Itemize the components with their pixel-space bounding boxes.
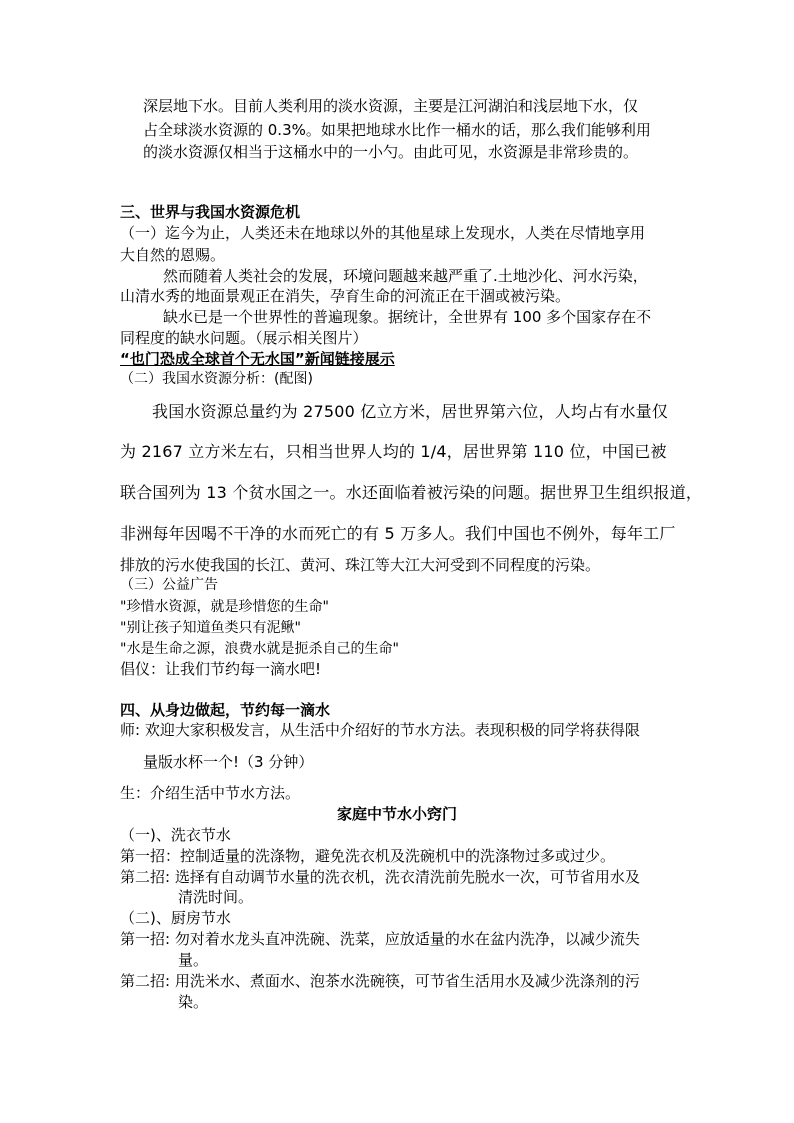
news-link[interactable]: “也门恐成全球首个无水国”新闻链接展示 xyxy=(120,350,395,368)
section3-p3-line-2: 同程度的缺水问题。（展示相关图片） xyxy=(120,329,368,347)
teacher-line-1: 师: 欢迎大家积极发言，从生活中介绍好的节水方法。表现积极的同学将获得限 xyxy=(120,721,640,739)
teacher-line-2: 量版水杯一个!（3 分钟） xyxy=(143,753,314,771)
kitchen-tip-1-line-2: 量。 xyxy=(178,951,209,969)
section3-p1-line-2: 大自然的恩赐。 xyxy=(120,246,226,264)
subsection-3-title: （三）公益广告 xyxy=(120,577,218,593)
laundry-tip-1: 第一招：控制适量的洗涤物，避免洗衣机及洗碗机中的洗涤物过多或过少。 xyxy=(120,847,616,865)
section3-p3-line-1: 缺水已是一个世界性的普遍现象。据统计，全世界有 100 多个国家存在不 xyxy=(163,308,652,326)
laundry-tip-2-line-2: 清洗时间。 xyxy=(178,888,254,906)
kitchen-title: （二)、厨房节水 xyxy=(120,909,231,927)
proposal: 倡仪：让我们节约每一滴水吧! xyxy=(120,660,322,678)
tips-title: 家庭中节水小窍门 xyxy=(336,805,457,823)
intro-line-3: 的淡水资源仅相当于这桶水中的一小勺。由此可见，水资源是非常珍贵的。 xyxy=(143,143,639,161)
section3-p2-line-2: 山清水秀的地面景观正在消失，孕育生命的河流正在干涸或被污染。 xyxy=(120,287,571,305)
section4-heading: 四、从身边做起，节约每一滴水 xyxy=(120,701,331,719)
kitchen-tip-2-line-2: 染。 xyxy=(178,993,209,1011)
kitchen-tip-2-line-1: 第二招: 用洗米水、煮面水、泡茶水洗碗筷，可节省生活用水及减少洗涤剂的污 xyxy=(120,972,640,990)
student-line: 生：介绍生活中节水方法。 xyxy=(120,784,301,802)
analysis-line-2: 为 2167 立方米左右，只相当世界人均的 1/4，居世界第 110 位，中国已被 xyxy=(120,442,667,461)
ad-slogan-2: "别让孩子知道鱼类只有泥鳅" xyxy=(120,620,301,636)
kitchen-tip-1-line-1: 第一招: 勿对着水龙头直冲洗碗、洗菜，应放适量的水在盆内洗净，以减少流失 xyxy=(120,930,640,948)
subsection-2-title: （二）我国水资源分析：(配图) xyxy=(120,371,313,387)
ad-slogan-3: "水是生命之源，浪费水就是扼杀自己的生命" xyxy=(120,641,399,657)
laundry-title: （一)、洗衣节水 xyxy=(120,826,231,844)
intro-line-1: 深层地下水。目前人类利用的淡水资源，主要是江河湖泊和浅层地下水，仅 xyxy=(143,97,639,115)
analysis-line-4: 非洲每年因喝不干净的水而死亡的有 5 万多人。我们中国也不例外，每年工厂 xyxy=(120,524,676,543)
analysis-line-1: 我国水资源总量约为 27500 亿立方米，居世界第六位，人均占有水量仅 xyxy=(152,402,669,421)
ad-slogan-1: "珍惜水资源，就是珍惜您的生命" xyxy=(120,599,329,615)
intro-line-2: 占全球淡水资源的 0.3%。如果把地球水比作一桶水的话，那么我们能够利用 xyxy=(143,121,651,139)
analysis-line-3: 联合国列为 13 个贫水国之一。水还面临着被污染的问题。据世界卫生组织报道， xyxy=(120,483,703,502)
section3-heading: 三、世界与我国水资源危机 xyxy=(120,203,301,221)
section3-p2-line-1: 然而随着人类社会的发展，环境问题越来越严重了.土地沙化、河水污染， xyxy=(163,267,648,285)
section3-p1-line-1: （一）迄今为止，人类还未在地球以外的其他星球上发现水，人类在尽情地享用 xyxy=(120,224,646,242)
laundry-tip-2-line-1: 第二招: 选择有自动调节水量的洗衣机，洗衣清洗前先脱水一次，可节省用水及 xyxy=(120,868,640,886)
analysis-line-5: 排放的污水使我国的长江、黄河、珠江等大江大河受到不同程度的污染。 xyxy=(120,556,601,574)
